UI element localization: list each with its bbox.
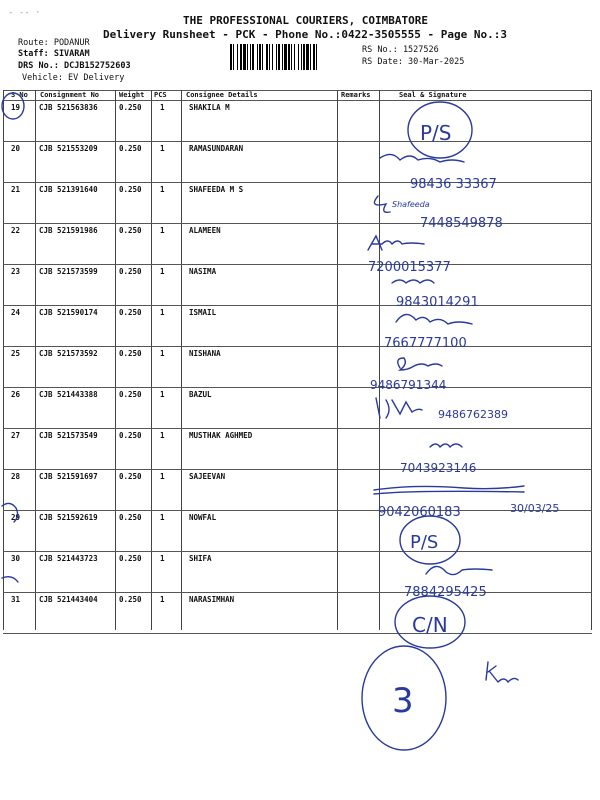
row-divider: [3, 264, 592, 265]
row-consignment-no: CJB 521553209: [39, 144, 98, 153]
row-weight: 0.250: [119, 267, 142, 276]
row-sno: 25: [11, 349, 21, 358]
row-sno: 21: [11, 185, 21, 194]
date-28: 30/03/25: [510, 502, 560, 515]
row-weight: 0.250: [119, 472, 142, 481]
phone-23: 9843014291: [396, 295, 479, 310]
barcode-bar: [313, 44, 315, 70]
barcode-bar: [233, 44, 234, 70]
row-pcs: 1: [160, 349, 165, 358]
barcode-bar: [247, 44, 248, 70]
initials-signature: [486, 662, 518, 682]
barcode-bar: [288, 44, 290, 70]
row-consignment-no: CJB 521573549: [39, 431, 98, 440]
row-pcs: 1: [160, 185, 165, 194]
barcode-bar: [310, 44, 311, 70]
row-consignment-no: CJB 521391640: [39, 185, 98, 194]
row-weight: 0.250: [119, 390, 142, 399]
drs-number: DRS No.: DCJB152752603: [18, 61, 131, 71]
row-divider: [3, 387, 592, 388]
page-number-handwritten: 3: [392, 681, 414, 721]
row-divider: [3, 633, 592, 634]
barcode-bar: [282, 44, 283, 70]
row-consignment-no: CJB 521592619: [39, 513, 98, 522]
page-number-circle: [362, 646, 446, 750]
row-sno: 30: [11, 554, 21, 563]
row-sno: 24: [11, 308, 21, 317]
ps-stamp-text-2: P/S: [410, 532, 439, 553]
runsheet-table: [3, 90, 592, 630]
barcode-bar: [276, 44, 277, 70]
row-pcs: 1: [160, 554, 165, 563]
barcode-bar: [250, 44, 251, 70]
row-pcs: 1: [160, 390, 165, 399]
route-label: Route: PODANUR: [18, 38, 90, 48]
row-pcs: 1: [160, 595, 165, 604]
barcode-bar: [259, 44, 261, 70]
row-consignment-no: CJB 521591986: [39, 226, 98, 235]
barcode-bar: [230, 44, 232, 70]
row-weight: 0.250: [119, 308, 142, 317]
row-weight: 0.250: [119, 185, 142, 194]
barcode-bar: [301, 44, 302, 70]
row-divider: [3, 305, 592, 306]
barcode-bar: [278, 44, 280, 70]
row-weight: 0.250: [119, 431, 142, 440]
barcode-bar: [306, 44, 309, 70]
row-divider: [3, 592, 592, 593]
row-pcs: 1: [160, 144, 165, 153]
row-divider: [3, 428, 592, 429]
barcode-bar: [284, 44, 287, 70]
row-pcs: 1: [160, 472, 165, 481]
phone-20: 98436 33367: [410, 177, 497, 192]
phone-21: 7448549878: [420, 216, 503, 231]
row-consignment-no: CJB 521563836: [39, 103, 98, 112]
row-sno: 29: [11, 513, 21, 522]
row-pcs: 1: [160, 226, 165, 235]
staff-label: Staff: SIVARAM: [18, 49, 90, 59]
col-header-consignee: Consignee Details: [186, 91, 258, 99]
row-weight: 0.250: [119, 349, 142, 358]
row-consignee: ALAMEEN: [189, 226, 221, 235]
row-consignee: SAJEEVAN: [189, 472, 226, 481]
barcode-bar: [252, 44, 254, 70]
row-consignee: RAMASUNDARAN: [189, 144, 244, 153]
row-sno: 28: [11, 472, 21, 481]
row-weight: 0.250: [119, 513, 142, 522]
barcode-bar: [298, 44, 299, 70]
row-divider: [3, 346, 592, 347]
barcode-bar: [240, 44, 242, 70]
barcode-bar: [262, 44, 263, 70]
barcode-bar: [269, 44, 270, 70]
row-pcs: 1: [160, 308, 165, 317]
row-divider: [3, 551, 592, 552]
row-pcs: 1: [160, 267, 165, 276]
row-consignee: NOWFAL: [189, 513, 217, 522]
row-pcs: 1: [160, 513, 165, 522]
row-consignment-no: CJB 521573599: [39, 267, 98, 276]
row-sno: 22: [11, 226, 21, 235]
row-sno: 20: [11, 144, 21, 153]
barcode-bar: [257, 44, 258, 70]
signature-21-name: Shafeeda: [392, 200, 430, 209]
barcode-bar: [316, 44, 317, 70]
rs-date: RS Date: 30-Mar-2025: [362, 57, 465, 67]
row-consignee: NASIMA: [189, 267, 217, 276]
row-sno: 27: [11, 431, 21, 440]
phone-25: 9486791344: [370, 378, 447, 392]
phone-24: 7667777100: [384, 336, 467, 351]
row-consignee: NARASIMHAN: [189, 595, 235, 604]
row-consignment-no: CJB 521443404: [39, 595, 98, 604]
row-consignee: MUSTHAK AGHMED: [189, 431, 253, 440]
barcode-bar: [237, 44, 238, 70]
row-consignment-no: CJB 521443723: [39, 554, 98, 563]
col-header-signature: Seal & Signature: [399, 91, 467, 99]
vehicle-label: Vehicle: EV Delivery: [22, 73, 125, 83]
row-consignee: SHIFA: [189, 554, 212, 563]
cn-stamp-text: C/N: [412, 613, 448, 637]
row-weight: 0.250: [119, 595, 142, 604]
row-weight: 0.250: [119, 226, 142, 235]
barcode-bar: [272, 44, 273, 70]
ps-stamp-text: P/S: [420, 121, 452, 145]
row-consignee: SHAKILA M: [189, 103, 230, 112]
row-weight: 0.250: [119, 144, 142, 153]
row-weight: 0.250: [119, 554, 142, 563]
company-name: THE PROFESSIONAL COURIERS, COIMBATORE: [183, 14, 429, 27]
row-consignee: SHAFEEDA M S: [189, 185, 244, 194]
barcode: [230, 44, 355, 70]
barcode-bar: [291, 44, 292, 70]
row-divider: [3, 510, 592, 511]
row-sno: 31: [11, 595, 21, 604]
row-sno: 26: [11, 390, 21, 399]
row-consignment-no: CJB 521590174: [39, 308, 98, 317]
barcode-bar: [294, 44, 295, 70]
rs-number: RS No.: 1527526: [362, 45, 439, 55]
row-consignee: BAZUL: [189, 390, 212, 399]
row-divider: [3, 141, 592, 142]
row-consignee: ISMAIL: [189, 308, 217, 317]
phone-30: 7884295425: [404, 585, 487, 600]
row-consignee: NISHANA: [189, 349, 221, 358]
row-weight: 0.250: [119, 103, 142, 112]
row-consignment-no: CJB 521573592: [39, 349, 98, 358]
phone-22: 7200015377: [368, 260, 451, 275]
col-header-remarks: Remarks: [341, 91, 371, 99]
row-divider: [3, 182, 592, 183]
row-pcs: 1: [160, 103, 165, 112]
row-sno: 19: [11, 103, 21, 112]
row-pcs: 1: [160, 431, 165, 440]
row-consignment-no: CJB 521443388: [39, 390, 98, 399]
phone-26: 9486762389: [438, 408, 508, 421]
runsheet-title: Delivery Runsheet - PCK - Phone No.:0422-3505555 - Page No.:3: [103, 28, 507, 41]
row-consignment-no: CJB 521591697: [39, 472, 98, 481]
scan-mark: - -- ·: [8, 8, 41, 18]
phone-28: 9042060183: [378, 505, 461, 520]
row-sno: 23: [11, 267, 21, 276]
barcode-bar: [266, 44, 268, 70]
col-header-pcs: PCS: [154, 91, 167, 99]
barcode-bar: [243, 44, 246, 70]
barcode-bar: [303, 44, 305, 70]
col-header-sno: S No: [11, 91, 28, 99]
row-divider: [3, 223, 592, 224]
col-header-weight: Weight: [119, 91, 145, 99]
phone-27: 7043923146: [400, 461, 477, 475]
row-divider: [3, 469, 592, 470]
col-header-consignment: Consignment No: [40, 91, 100, 99]
